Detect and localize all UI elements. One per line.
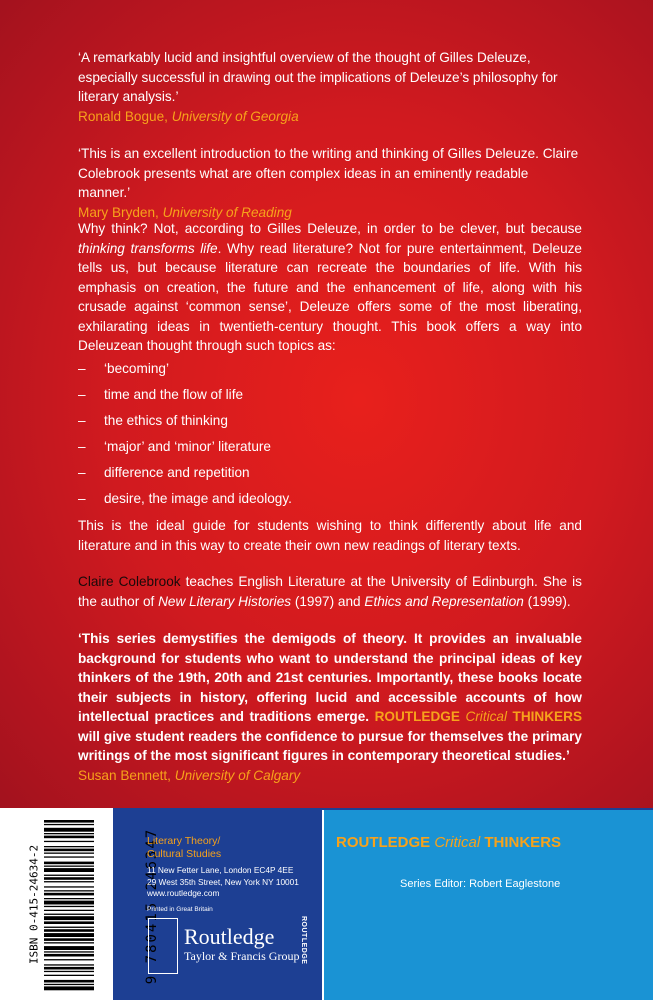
- series-brand: ROUTLEDGE Critical THINKERS: [374, 709, 583, 724]
- quote-bogue: [78, 48, 582, 126]
- list-item: – difference and repetition: [78, 465, 250, 481]
- address: 11 New Fetter Lane, London EC4P 4EE 29 West 35th Street, New York NY 10001 www.routledge.com: [147, 865, 299, 898]
- series-quote: ‘This series demystifies the demigods of theory. It provides an invaluable background for students who want to understand the principal ideas of key thinkers of the 19th, 20th and 21st centuries. Importantly, these books locate their subjects in history, offering lucid and accessible accounts of how intellectual practices and traditions emerge. ROUTLEDGE Critical THINKERS will give student readers the confidence to pursue for themselves the primary writings of the most significant figures in contemporary theoretical studies.’ Susan Bennett, University of Calgary: [78, 629, 582, 785]
- series-title: ROUTLEDGE Critical THINKERS: [336, 834, 562, 851]
- list-item: – ‘becoming’: [78, 361, 169, 377]
- publisher-info: [147, 835, 299, 913]
- quote-attribution: Ronald Bogue, University of Georgia: [78, 108, 299, 124]
- quote-text: ‘A remarkably lucid and insightful overview of the thought of Gilles Deleuze, especially successful in drawing out the implications of Deleuze’s philosophy for literary analysis.’: [78, 50, 558, 104]
- barcode-digits: 9 780415 246347: [144, 827, 160, 985]
- quote-attribution: Susan Bennett, University of Calgary: [78, 767, 301, 783]
- quote-attribution: Mary Bryden, University of Reading: [78, 204, 292, 220]
- publisher-name: Routledge: [184, 924, 275, 949]
- routledge-logo-icon: ROUTLEDGE: [148, 918, 178, 974]
- category: Literary Theory/ Cultural Studies: [147, 835, 222, 860]
- list-item: – the ethics of thinking: [78, 413, 228, 429]
- list-item: – ‘major’ and ‘minor’ literature: [78, 439, 271, 455]
- publisher-group: Taylor & Francis Group: [184, 949, 300, 963]
- barcode-bars-icon: [44, 820, 94, 992]
- closing-paragraph: This is the ideal guide for students wishing to think differently about life and literature and in this way to create their own new readings of literary texts.: [78, 518, 582, 553]
- barcode-area: [0, 808, 160, 1000]
- list-item: – time and the flow of life: [78, 387, 244, 403]
- series-panel: [324, 810, 653, 1000]
- series-editor: Series Editor: Robert Eaglestone: [400, 878, 561, 890]
- isbn-text: ISBN 0-415-24634-2: [27, 844, 41, 965]
- barcode: [22, 816, 160, 996]
- description: Why think? Not, according to Gilles Deleuze, in order to be clever, but because thinking transforms life. Why read literature? Not for pure entertainment, Deleuze tells us, but because literature can recreate the boundaries of life. With his emphasis on creation, the future and the enhancement of life, along with his crusade against ‘common sense’, Deleuze offers some of the most liberating, exhilarating ideas in twentieth-century thought. This book offers a way into Deleuzean thought through such topics as:: [78, 221, 582, 353]
- topics-list: [78, 356, 582, 512]
- publisher-band: [0, 808, 653, 1000]
- list-item: – desire, the image and ideology.: [78, 491, 292, 507]
- printed-in: Printed in Great Britain: [147, 905, 213, 913]
- author-bio: Claire Colebrook teaches English Literature at the University of Edinburgh. She is the author of New Literary Histories (1997) and Ethics and Representation (1999).: [78, 574, 582, 609]
- quote-bryden: [78, 144, 582, 222]
- quote-text: ‘This is an excellent introduction to the writing and thinking of Gilles Deleuze. Claire Colebrook presents what are often complex ideas in an eminently readable manner.’: [78, 146, 579, 200]
- author-name: Claire Colebrook: [78, 574, 181, 589]
